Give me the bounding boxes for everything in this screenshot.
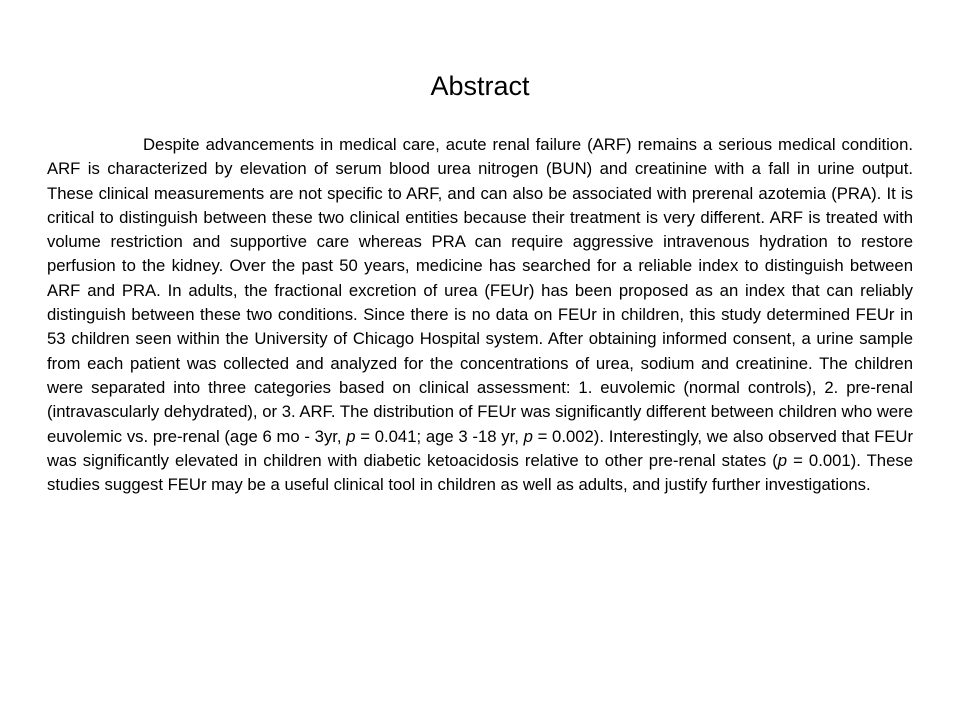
abstract-text-segment: = 0.002). Interestingly, we also observed that FEUr was significantly elevated in children with diabetic ketoacidosis relative to other pre-renal states ( — [47, 426, 914, 470]
abstract-text-segment: Despite advancements in medical care, acute renal failure (ARF) remains a serious medical condition. ARF is characterized by elevation of serum blood urea nitrogen (BUN) and creatinine with a fall in urine output. These clinical measurements are not specific to ARF, and can also be associated with prerenal azotemia (PRA). It is critical to distinguish between these two clinical entities because their treatment is very different. ARF is treated with volume restriction and supportive care whereas PRA can require aggressive intravenous hydration to restore perfusion to the kidney. Over the past 50 years, medicine has searched for a reliable index to distinguish between ARF and PRA. In adults, the fractional excretion of urea (FEUr) has been proposed as an index that can reliably distinguish between these two conditions. Since there is no data on FEUr in children, this study determined FEUr in 53 children seen within the University of Chicago Hospital system. After obtaining informed consent, a urine sample from each patient was collected and analyzed for the concentrations of urea, sodium and creatinine. The children were separated into three categories based on clinical assessment: 1. euvolemic (normal controls), 2. pre-renal (intravascularly dehydrated), or 3. ARF. The distribution of FEUr was significantly different between children who were euvolemic vs. pre-renal (age 6 mo - 3yr, — [47, 135, 913, 446]
abstract-paragraph — [47, 133, 913, 497]
abstract-title: Abstract — [430, 71, 530, 101]
p-value-symbol: p — [777, 450, 788, 470]
p-value-symbol: p — [523, 426, 533, 446]
p-value-symbol: p — [346, 426, 356, 446]
abstract-text-segment: = 0.041; age 3 -18 yr, — [355, 426, 524, 446]
abstract-text-segment: = 0.001). These studies suggest FEUr may be a useful clinical tool in children as well as adults, and justify further investigations. — [47, 450, 913, 495]
